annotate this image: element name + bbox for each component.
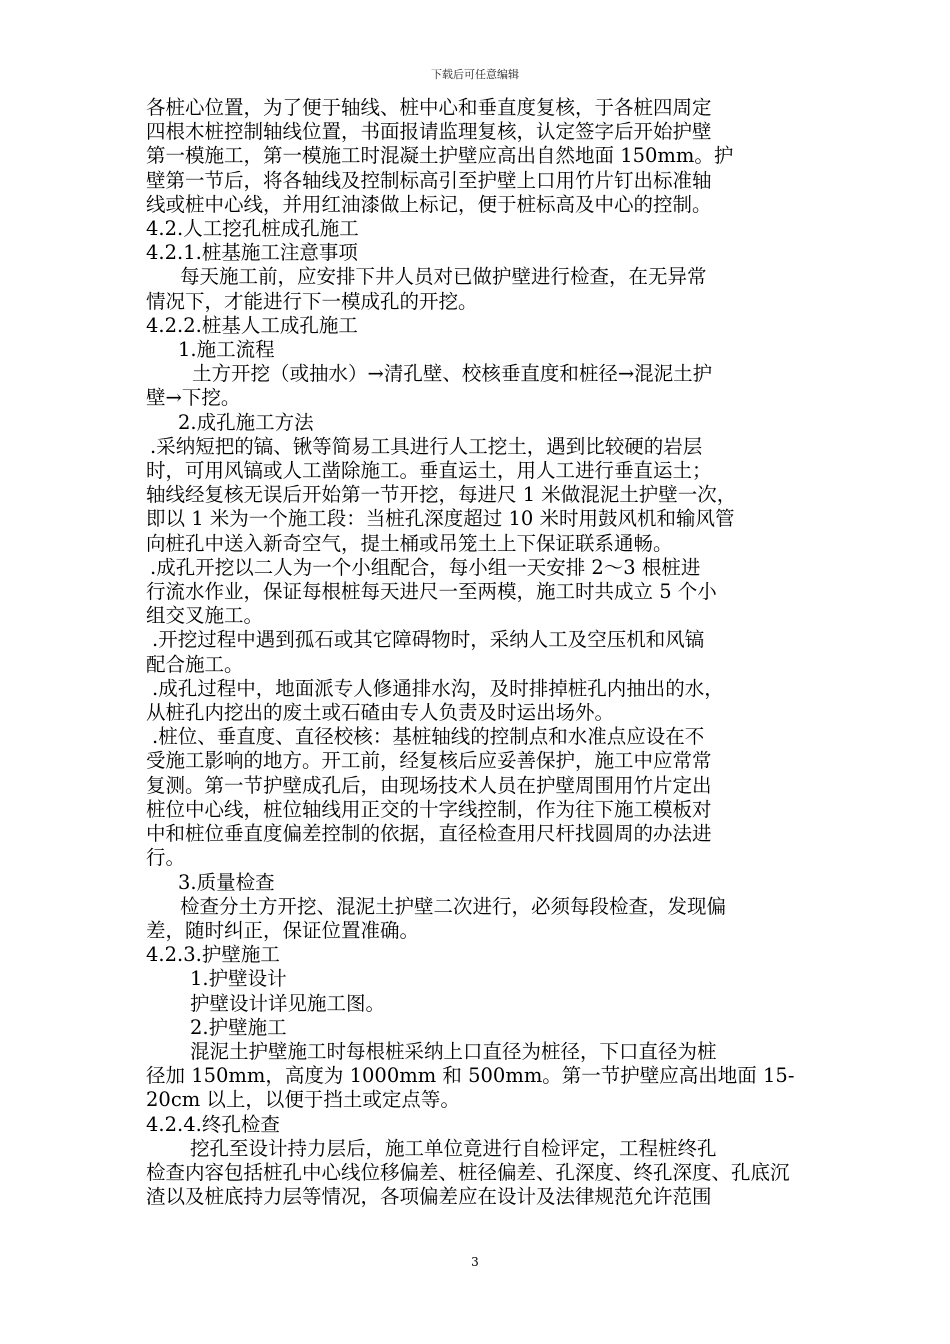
text-line: 行流水作业，保证每根桩每天进尺一至两模，施工时共成立 5 个小 xyxy=(146,580,717,604)
text-line: 2.成孔施工方法 xyxy=(178,410,314,434)
text-line: .成孔过程中，地面派专人修通排水沟，及时排掉桩孔内抽出的水， xyxy=(152,676,724,700)
text-line: 中和桩位垂直度偏差控制的依据，直径检查用尺杆找圆周的办法进 xyxy=(146,822,712,846)
text-line: 情况下，才能进行下一模成孔的开挖。 xyxy=(146,289,478,313)
text-line: 受施工影响的地方。开工前，经复核后应妥善保护，施工中应常常 xyxy=(146,749,712,773)
page-number: 3 xyxy=(471,1255,479,1269)
text-line: 渣以及桩底持力层等情况，各项偏差应在设计及法律规范允许范围 xyxy=(146,1185,712,1209)
text-line: 复测。第一节护壁成孔后，由现场技术人员在护壁周围用竹片定出 xyxy=(146,773,712,797)
text-line: 壁→下挖。 xyxy=(146,386,241,410)
text-line: 时，可用风镐或人工凿除施工。垂直运土，用人工进行垂直运土； xyxy=(146,459,712,483)
text-line: 4.2.4.终孔检查 xyxy=(146,1112,280,1136)
text-line: .开挖过程中遇到孤石或其它障碍物时，采纳人工及空压机和风镐 xyxy=(152,628,705,652)
text-line: 行。 xyxy=(146,846,186,870)
text-line: 第一模施工，第一模施工时混凝土护壁应高出自然地面 150mm。护 xyxy=(146,144,734,168)
text-line: 桩位中心线，桩位轴线用正交的十字线控制，作为往下施工模板对 xyxy=(146,797,712,821)
text-line: 每天施工前，应安排下井人员对已做护壁进行检查，在无异常 xyxy=(180,265,707,289)
text-line: 检查分土方开挖、混泥土护壁二次进行，必须每段检查，发现偏 xyxy=(180,894,727,918)
text-line: 2.护壁施工 xyxy=(190,1015,287,1039)
text-line: 20cm 以上，以便于挡土或定点等。 xyxy=(146,1088,460,1112)
text-line: 挖孔至设计持力层后，施工单位竟进行自检评定，工程桩终孔 xyxy=(190,1136,717,1160)
text-line: 3.质量检查 xyxy=(178,870,275,894)
text-line: 即以 1 米为一个施工段：当桩孔深度超过 10 米时用鼓风机和输风管 xyxy=(146,507,735,531)
text-line: 混泥土护壁施工时每根桩采纳上口直径为桩径，下口直径为桩 xyxy=(190,1039,717,1063)
text-line: .桩位、垂直度、直径校核：基桩轴线的控制点和水准点应设在不 xyxy=(152,725,705,749)
text-line: 4.2.2.桩基人工成孔施工 xyxy=(146,313,358,337)
text-line: 差，随时纠正，保证位置准确。 xyxy=(146,918,420,942)
text-line: 各桩心位置，为了便于轴线、桩中心和垂直度复核，于各桩四周定 xyxy=(146,96,712,119)
text-line: 壁第一节后，将各轴线及控制标高引至护壁上口用竹片钉出标准轴 xyxy=(146,168,712,192)
text-line: 线或桩中心线，并用红油漆做上标记，便于桩标高及中心的控制。 xyxy=(146,192,712,216)
text-line: 径加 150mm，高度为 1000mm 和 500mm。第一节护壁应高出地面 15- xyxy=(146,1064,795,1088)
text-line: 4.2.3.护壁施工 xyxy=(146,943,280,967)
text-line: 1.施工流程 xyxy=(178,338,275,362)
text-line: 土方开挖（或抽水）→清孔壁、校核垂直度和桩径→混泥土护 xyxy=(192,362,713,386)
text-line: 配合施工。 xyxy=(146,652,244,676)
text-line: 四根木桩控制轴线位置，书面报请监理复核，认定签字后开始护壁 xyxy=(146,120,712,144)
text-line: 向桩孔中送入新奇空气，提土桶或吊笼土上下保证联系通畅。 xyxy=(146,531,673,555)
text-line: 护壁设计详见施工图。 xyxy=(190,991,386,1015)
text-line: .成孔开挖以二人为一个小组配合，每小组一天安排 2～3 根桩进 xyxy=(150,555,701,579)
text-line: 4.2.1.桩基施工注意事项 xyxy=(146,241,358,265)
text-line: .采纳短把的镐、锹等简易工具进行人工挖土，遇到比较硬的岩层 xyxy=(150,434,703,458)
page-header: 下载后可任意编辑 xyxy=(431,68,519,81)
text-line: 组交叉施工。 xyxy=(146,604,264,628)
text-line: 轴线经复核无误后开始第一节开挖，每进尺 1 米做混泥土护壁一次， xyxy=(146,483,737,507)
text-line: 1.护壁设计 xyxy=(190,967,287,991)
text-line: 4.2.人工挖孔桩成孔施工 xyxy=(146,217,359,241)
document-body xyxy=(146,96,814,1209)
text-line: 从桩孔内挖出的废土或石碴由专人负责及时运出场外。 xyxy=(146,701,615,725)
text-line: 检查内容包括桩孔中心线位移偏差、桩径偏差、孔深度、终孔深度、孔底沉 xyxy=(146,1160,790,1184)
